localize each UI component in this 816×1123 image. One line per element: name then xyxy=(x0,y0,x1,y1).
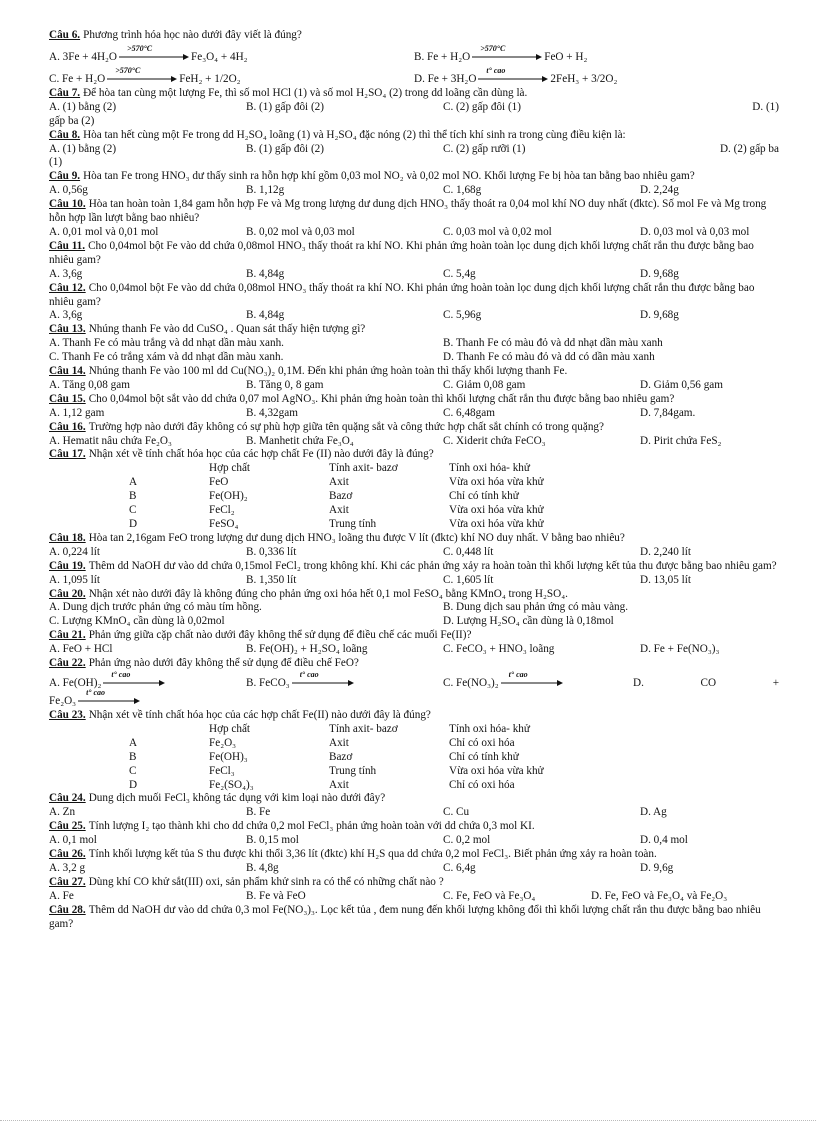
question-number: Câu 24. xyxy=(49,792,86,805)
option-b: B. FeCO₃ t° cao xyxy=(246,674,443,691)
row-label: A xyxy=(129,736,138,749)
question-text: Phản ứng giữa cặp chất nào dưới đây không thể sử dụng để điều chế các muối Fe(II)? xyxy=(88,629,472,642)
question-number: Câu 7. xyxy=(49,86,81,99)
question-text: Thêm dd NaOH dư vào dd chứa 0,15mol FeCl₂ trong không khí. Khi các phản ứng xảy ra hoàn toàn thì khối lượng kết tủa thu được bằng bao nhiêu gam? xyxy=(88,559,777,572)
question-27 xyxy=(49,876,779,890)
option-a: A. 0,1 mol xyxy=(49,834,97,847)
question-15 xyxy=(49,393,779,407)
option-a: A. 1,12 gam xyxy=(49,406,105,419)
question-number: Câu 19. xyxy=(49,559,86,572)
option-b: B. 4,8g xyxy=(246,861,279,874)
option-d: D. (1) xyxy=(752,100,779,113)
table-header: Tính axit- bazơ xyxy=(329,722,398,735)
question-text: Phản ứng nào dưới đây không thể sử dụng để điều chế FeO? xyxy=(88,657,359,670)
option-d: D. 9,6g xyxy=(640,861,674,874)
option-c: C. 0,03 mol và 0,02 mol xyxy=(443,225,552,238)
options xyxy=(49,806,779,820)
option-b: B. (1) gấp đôi (2) xyxy=(246,100,324,113)
options xyxy=(49,574,779,588)
question-24 xyxy=(49,792,779,806)
question-21 xyxy=(49,629,779,643)
option-b: B. Tăng 0, 8 gam xyxy=(246,378,324,391)
question-number: Câu 18. xyxy=(49,531,86,544)
question-26 xyxy=(49,848,779,862)
table-cell: Vừa oxi hóa vừa khử xyxy=(449,764,544,777)
question-text: Cho 0,04mol bột sắt vào dd chứa 0,07 mol AgNO₃. Khi phản ứng hoàn toàn thì khối lượng chất rắn thu được bằng bao nhiêu gam? xyxy=(88,392,675,405)
option-d-continued: (1) xyxy=(49,156,63,169)
option-d: D. CO + xyxy=(633,677,779,690)
option-d: D. 2,240 lít xyxy=(640,545,691,558)
row-label: D xyxy=(129,778,138,791)
option-c: C. (2) gấp rưỡi (1) xyxy=(443,142,526,155)
table-cell: Fe₂O₃ xyxy=(209,736,237,749)
table-cell: Axit xyxy=(329,736,349,749)
option-c: C. 5,4g xyxy=(443,267,476,280)
question-number: Câu 17. xyxy=(49,448,86,461)
option-d: D. 7,84gam. xyxy=(640,406,696,419)
option-b: B. Fe + H₂O >570°C FeO + H₂ xyxy=(414,44,588,63)
question-7 xyxy=(49,87,779,101)
question-text: Nhận xét nào dưới đây là không đúng cho phản ứng oxi hóa hết 0,1 mol FeSO₄ bằng KMnO₄ trong H₂SO₄. xyxy=(88,587,568,600)
question-number: Câu 27. xyxy=(49,875,86,888)
reaction-arrow: t° cao xyxy=(478,70,548,84)
question-number: Câu 13. xyxy=(49,323,86,336)
option-c: C. (2) gấp đôi (1) xyxy=(443,100,521,113)
option-a: A. Hematit nâu chứa Fe₂O₃ xyxy=(49,434,172,447)
table-cell: Axit xyxy=(329,778,349,791)
options xyxy=(49,890,779,904)
question-11 xyxy=(49,240,779,268)
table-cell: Vừa oxi hóa vừa khử xyxy=(449,518,544,530)
question-text: Hòa tan hoàn toàn 1,84 gam hỗn hợp Fe và Mg trong lượng dư dung dịch HNO₃ thấy thoát ra 0,04 mol khí NO duy nhất (đktc). Số mol Fe và Mg trong hỗn hợp lần lượt bằng bao nhiêu? xyxy=(49,198,767,225)
table-cell: Chỉ có oxi hóa xyxy=(449,778,515,791)
table-cell: Axit xyxy=(329,504,349,517)
table-cell: Chỉ có tính khử xyxy=(449,750,519,763)
option-d: D. Fe + 3H₂O t° cao 2FeH₃ + 3/2O₂ xyxy=(414,66,618,85)
heat-arrow: t° cao xyxy=(103,674,165,688)
question-text: Hòa tan 2,16gam FeO trong lượng dư dung dịch HNO₃ loãng thu được V lít (đktc) khí NO duy nhất. V bằng bao nhiêu? xyxy=(88,531,625,544)
question-13 xyxy=(49,323,779,337)
question-text: Hòa tan Fe trong HNO₃ dư thấy sinh ra hỗn hợp khí gồm 0,03 mol NO₂ và 0,02 mol NO. Khối lượng Fe bị hòa tan bằng bao nhiêu gam? xyxy=(83,170,695,183)
option-c: C. 6,4g xyxy=(443,861,476,874)
question-number: Câu 8. xyxy=(49,128,81,141)
question-28 xyxy=(49,904,779,932)
question-number: Câu 23. xyxy=(49,708,86,721)
option-a: A. Dung dịch trước phản ứng có màu tím hồng. xyxy=(49,601,262,614)
option-d: D. Pirit chứa FeS₂ xyxy=(640,434,722,447)
option-b: B. Fe xyxy=(246,806,271,819)
option-a: A. Zn xyxy=(49,806,76,819)
option-c: C. Lượng KMnO₄ cần dùng là 0,02mol xyxy=(49,615,225,628)
question-number: Câu 9. xyxy=(49,170,81,183)
table-cell: Trung tính xyxy=(329,518,377,530)
table-cell: Fe₂(SO₄)₃ xyxy=(209,778,254,791)
options xyxy=(49,143,779,157)
option-c: C. Fe(NO₃)₂ t° cao xyxy=(443,674,633,691)
table-header: Tính oxi hóa- khử xyxy=(449,722,530,735)
table-cell: FeCl₂ xyxy=(209,504,235,517)
option-d: D. Fe + Fe(NO₃)₃ xyxy=(640,643,720,656)
option-a: A. 1,095 lít xyxy=(49,573,100,586)
option-d: D. Fe, FeO và Fe₃O₄ và Fe₂O₃ xyxy=(591,889,728,902)
question-6 xyxy=(49,29,779,43)
options xyxy=(49,337,779,351)
options xyxy=(49,834,779,848)
question-10 xyxy=(49,198,779,226)
question-number: Câu 14. xyxy=(49,365,86,378)
equation-row xyxy=(49,65,779,87)
property-table xyxy=(129,462,779,532)
option-d: D. Thanh Fe có màu đỏ và dd có dần màu xanh xyxy=(443,351,655,364)
question-number: Câu 22. xyxy=(49,657,86,670)
option-b: B. Fe(OH)₂ + H₂SO₄ loãng xyxy=(246,643,368,656)
option-c: C. Cu xyxy=(443,806,470,819)
worksheet xyxy=(49,29,779,931)
property-table xyxy=(129,723,779,793)
options xyxy=(49,643,779,657)
question-number: Câu 25. xyxy=(49,820,86,833)
option-a: A. 3,6g xyxy=(49,267,83,280)
question-text: Trường hợp nào dưới đây không có sự phù hợp giữa tên quặng sắt và công thức hợp chất sắt chính có trong quặng? xyxy=(88,420,604,433)
question-text: Nhúng thanh Fe vào 100 ml dd Cu(NO₃)₂ 0,1M. Đến khi phản ứng hoàn toàn thì thấy khối lượng thanh Fe. xyxy=(88,365,568,378)
option-b: B. Dung dịch sau phản ứng có màu vàng. xyxy=(443,601,629,614)
heat-arrow: t° cao xyxy=(292,674,354,688)
option-d: D. 13,05 lít xyxy=(640,573,691,586)
question-19 xyxy=(49,560,779,574)
option-d: D. Lượng H₂SO₄ cần dùng là 0,18mol xyxy=(443,615,614,628)
row-label: D xyxy=(129,518,138,530)
option-d: D. 2,24g xyxy=(640,184,679,197)
question-18 xyxy=(49,532,779,546)
question-number: Câu 28. xyxy=(49,903,86,916)
options xyxy=(49,671,779,691)
table-header: Hợp chất xyxy=(209,722,251,735)
question-text: Cho 0,04mol bột Fe vào dd chứa 0,08mol HNO₃ thấy thoát ra khí NO. Khi phản ứng hoàn toàn lọc dung dịch khối lượng chất rắn thu được bằng bao nhiêu gam? xyxy=(49,281,755,308)
options xyxy=(49,435,779,449)
question-text: Nhận xét về tính chất hóa học của các hợp chất Fe (II) nào dưới đây là đúng? xyxy=(88,448,434,461)
question-text: Để hòa tan cùng một lượng Fe, thì số mol HCl (1) và số mol H₂SO₄ (2) trong dd loãng cần dùng là. xyxy=(83,86,528,99)
options xyxy=(49,268,779,282)
option-a: A. Thanh Fe có màu trắng và dd nhạt dần màu xanh. xyxy=(49,337,284,350)
option-c: C. FeCO₃ + HNO₃ loãng xyxy=(443,643,555,656)
table-cell: Fe(OH)₂ xyxy=(209,490,248,503)
question-9 xyxy=(49,170,779,184)
options xyxy=(49,407,779,421)
options xyxy=(49,184,779,198)
option-c: C. 5,96g xyxy=(443,309,482,322)
heat-arrow: t° cao xyxy=(78,692,140,706)
question-text: Dung dịch muối FeCl₃ không tác dụng với kim loại nào dưới đây? xyxy=(88,792,386,805)
options xyxy=(49,379,779,393)
question-number: Câu 15. xyxy=(49,392,86,405)
question-23 xyxy=(49,709,779,723)
reaction-arrow: >570°C xyxy=(107,70,177,84)
option-a: A. 3Fe + 4H₂O >570°C Fe₃O₄ + 4H₂ xyxy=(49,44,248,63)
question-text: Phương trình hóa học nào dưới đây viết là đúng? xyxy=(83,29,302,41)
question-number: Câu 20. xyxy=(49,587,86,600)
question-text: Nhận xét về tính chất hóa học của các hợp chất Fe(II) nào dưới đây là đúng? xyxy=(88,708,431,721)
table-header: Tính oxi hóa- khử xyxy=(449,462,530,475)
question-number: Câu 11. xyxy=(49,239,86,252)
option-d: D. 0,03 mol và 0,03 mol xyxy=(640,225,750,238)
option-a: A. 0,56g xyxy=(49,184,88,197)
question-text: Dùng khí CO khử sắt(III) oxi, sản phẩm khử sinh ra có thể có những chất nào ? xyxy=(88,875,444,888)
question-12 xyxy=(49,282,779,310)
option-b: B. 1,12g xyxy=(246,184,285,197)
question-8 xyxy=(49,129,779,143)
question-25 xyxy=(49,820,779,834)
question-14 xyxy=(49,365,779,379)
row-label: A xyxy=(129,476,138,489)
table-cell: Chỉ có tính khử xyxy=(449,490,519,503)
question-22 xyxy=(49,657,779,671)
option-c: C. 1,605 lít xyxy=(443,573,494,586)
row-label: B xyxy=(129,490,137,503)
table-cell: FeCl₃ xyxy=(209,764,235,777)
option-a: A. 3,6g xyxy=(49,309,83,322)
question-text: Tính khối lượng kết tủa S thu được khi thổi 3,36 lít (đktc) khí H₂S qua dd chứa 0,2 mol FeCl₃. Biết phản ứng xảy ra hoàn toàn. xyxy=(88,848,657,861)
question-text: Thêm dd NaOH dư vào dd chứa 0,3 mol Fe(NO₃)₃. Lọc kết tủa , đem nung đến khối lượng không đổi thì khối lượng chất rắn thu được bằng bao nhiêu gam? xyxy=(49,903,761,930)
option-b: B. 4,84g xyxy=(246,309,285,322)
table-cell: Vừa oxi hóa vừa khử xyxy=(449,504,544,517)
option-b: B. 4,84g xyxy=(246,267,285,280)
option-a: A. FeO + HCl xyxy=(49,643,113,656)
row-label: C xyxy=(129,504,137,517)
option-d: D. 9,68g xyxy=(640,309,679,322)
reaction-arrow: >570°C xyxy=(472,48,542,62)
table-cell: Fe(OH)₃ xyxy=(209,750,248,763)
option-b: B. 1,350 lít xyxy=(246,573,297,586)
question-number: Câu 26. xyxy=(49,848,86,861)
question-text: Tính lượng I₂ tạo thành khi cho dd chứa 0,2 mol FeCl₃ phản ứng hoàn toàn với dd chứa 0,3 mol KI. xyxy=(88,820,535,833)
table-cell: Axit xyxy=(329,476,349,489)
option-d: D. 0,4 mol xyxy=(640,834,688,847)
question-number: Câu 21. xyxy=(49,629,86,642)
question-number: Câu 16. xyxy=(49,420,86,433)
option-c: C. 1,68g xyxy=(443,184,482,197)
page-bottom-divider xyxy=(0,1120,816,1121)
option-b: B. 4,32gam xyxy=(246,406,298,419)
option-d: D. Ag xyxy=(640,806,667,819)
row-label: B xyxy=(129,750,137,763)
option-d: D. (2) gấp ba xyxy=(719,142,779,155)
option-c: C. Fe + H₂O >570°C FeH₂ + 1/2O₂ xyxy=(49,66,241,85)
option-b: B. (1) gấp đôi (2) xyxy=(246,142,324,155)
option-b: B. 0,336 lít xyxy=(246,545,297,558)
options xyxy=(49,601,779,615)
option-c: C. 6,48gam xyxy=(443,406,495,419)
table-cell: Bazơ xyxy=(329,750,353,763)
options xyxy=(49,351,779,365)
options xyxy=(49,546,779,560)
question-20 xyxy=(49,588,779,602)
option-d: D. 9,68g xyxy=(640,267,679,280)
question-number: Câu 6. xyxy=(49,29,81,41)
options xyxy=(49,101,779,115)
option-c: C. 0,2 mol xyxy=(443,834,491,847)
option-c: C. Xiderit chứa FeCO₃ xyxy=(443,434,546,447)
row-label: C xyxy=(129,764,137,777)
option-a: A. 3,2 g xyxy=(49,861,86,874)
option-a: A. 0,01 mol và 0,01 mol xyxy=(49,225,159,238)
option-a: A. 0,224 lít xyxy=(49,545,100,558)
option-d: D. Giảm 0,56 gam xyxy=(640,378,723,391)
options xyxy=(49,309,779,323)
option-d-continued: gấp ba (2) xyxy=(49,114,95,127)
table-header: Hợp chất xyxy=(209,462,251,475)
table-cell: Chỉ có oxi hóa xyxy=(449,736,515,749)
table-cell: Trung tính xyxy=(329,764,377,777)
option-a: A. Fe xyxy=(49,889,74,902)
reaction-arrow: >570°C xyxy=(119,48,189,62)
option-b: B. Manhetit chứa Fe₃O₄ xyxy=(246,434,354,447)
table-header: Tính axit- bazơ xyxy=(329,462,398,475)
question-text: Nhúng thanh Fe vào dd CuSO₄ . Quan sát thấy hiện tượng gì? xyxy=(88,323,366,336)
table-cell: Bazơ xyxy=(329,490,353,503)
option-b: B. Thanh Fe có màu đỏ và dd nhạt dần màu xanh xyxy=(443,337,663,350)
option-a: A. Tăng 0,08 gam xyxy=(49,378,130,391)
question-16 xyxy=(49,421,779,435)
option-a: A. (1) bằng (2) xyxy=(49,100,117,113)
table-cell: FeO xyxy=(209,476,229,489)
option-b: B. Fe và FeO xyxy=(246,889,306,902)
question-text: Hòa tan hết cùng một Fe trong dd H₂SO₄ loãng (1) và H₂SO₄ đặc nóng (2) thì thể tích khí sinh ra trong cùng điều kiện là: xyxy=(83,128,626,141)
options xyxy=(49,226,779,240)
table-cell: FeSO₄ xyxy=(209,518,239,530)
option-a: A. Fe(OH)₂ t° cao xyxy=(49,674,246,691)
option-d-continued: Fe₂O₃ t° cao xyxy=(49,691,779,709)
question-number: Câu 12. xyxy=(49,281,86,294)
option-c: C. Fe, FeO và Fe₃O₄ xyxy=(443,889,536,902)
option-c: C. Thanh Fe có trắng xám và dd nhạt dần màu xanh. xyxy=(49,351,284,364)
option-c: C. 0,448 lít xyxy=(443,545,494,558)
question-text: Cho 0,04mol bột Fe vào dd chứa 0,08mol HNO₃ thấy thoát ra khí NO. Khi phản ứng hoàn toàn lọc dung dịch khối lượng chất rắn thu được bằng bao nhiêu gam? xyxy=(49,239,754,266)
options xyxy=(49,615,779,629)
question-number: Câu 10. xyxy=(49,198,86,211)
table-cell: Vừa oxi hóa vừa khử xyxy=(449,476,544,489)
heat-arrow: t° cao xyxy=(501,674,563,688)
option-a: A. (1) bằng (2) xyxy=(49,142,117,155)
option-b: B. 0,02 mol và 0,03 mol xyxy=(246,225,355,238)
option-c: C. Giảm 0,08 gam xyxy=(443,378,526,391)
question-17 xyxy=(49,448,779,462)
equation-row xyxy=(49,43,779,65)
options xyxy=(49,862,779,876)
option-b: B. 0,15 mol xyxy=(246,834,299,847)
